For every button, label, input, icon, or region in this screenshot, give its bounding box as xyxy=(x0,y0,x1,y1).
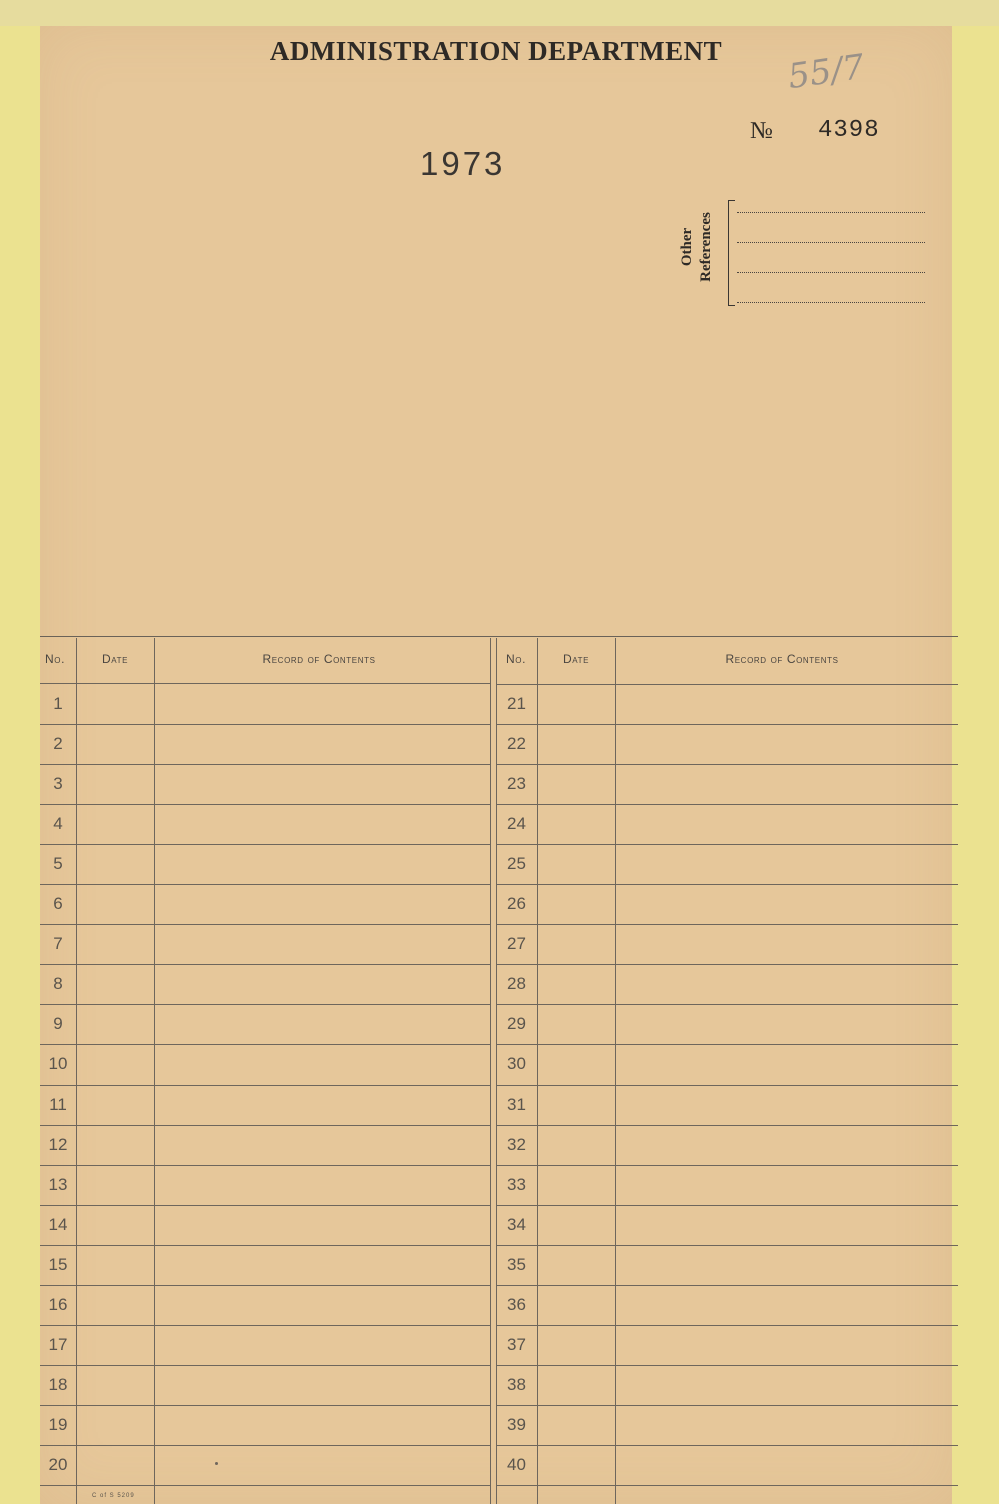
row-number: 17 xyxy=(48,1334,68,1354)
table-top-rule xyxy=(40,636,958,637)
date-cell[interactable] xyxy=(537,1285,615,1325)
row-number: 8 xyxy=(53,974,63,994)
other-references-line2: References xyxy=(698,212,714,282)
record-cell[interactable] xyxy=(154,1044,490,1084)
row-number: 7 xyxy=(53,934,63,954)
date-cell[interactable] xyxy=(537,1445,615,1485)
date-cell[interactable] xyxy=(76,1285,154,1325)
record-cell[interactable] xyxy=(154,884,490,924)
row-number: 5 xyxy=(53,854,63,874)
record-cell[interactable] xyxy=(615,1125,958,1165)
date-cell[interactable] xyxy=(76,1245,154,1285)
date-cell[interactable] xyxy=(76,924,154,964)
date-cell[interactable] xyxy=(537,1165,615,1205)
date-cell[interactable] xyxy=(537,724,615,764)
department-title: ADMINISTRATION DEPARTMENT xyxy=(269,36,723,66)
record-cell[interactable] xyxy=(615,1325,958,1365)
date-cell[interactable] xyxy=(537,804,615,844)
row-number: 25 xyxy=(507,854,526,874)
date-cell[interactable] xyxy=(537,1125,615,1165)
row-number: 14 xyxy=(48,1214,68,1234)
date-cell[interactable] xyxy=(537,1044,615,1084)
ink-dot xyxy=(215,1462,218,1465)
row-number: 31 xyxy=(507,1094,526,1114)
row-number: 13 xyxy=(48,1174,68,1194)
record-cell[interactable] xyxy=(615,1085,958,1125)
row-number: 18 xyxy=(48,1374,68,1394)
record-cell[interactable] xyxy=(615,1245,958,1285)
row-number: 38 xyxy=(507,1374,526,1394)
date-cell[interactable] xyxy=(76,764,154,804)
record-cell[interactable] xyxy=(615,724,958,764)
record-cell[interactable] xyxy=(154,1405,490,1445)
row-number: 22 xyxy=(507,734,526,754)
other-references-label xyxy=(678,192,716,302)
row-number: 29 xyxy=(507,1014,526,1034)
record-cell[interactable] xyxy=(154,924,490,964)
date-cell[interactable] xyxy=(76,1405,154,1445)
date-cell[interactable] xyxy=(76,1004,154,1044)
reference-line-3[interactable] xyxy=(737,272,925,273)
date-cell[interactable] xyxy=(537,884,615,924)
date-cell[interactable] xyxy=(76,1085,154,1125)
date-cell[interactable] xyxy=(76,804,154,844)
record-cell[interactable] xyxy=(615,684,958,724)
right-header-record: Record of Contents xyxy=(725,652,839,666)
row-number: 11 xyxy=(49,1094,67,1114)
date-cell[interactable] xyxy=(76,724,154,764)
left-header-no: No. xyxy=(44,652,66,666)
date-cell[interactable] xyxy=(537,1245,615,1285)
record-cell[interactable] xyxy=(615,1365,958,1405)
table-row-rule xyxy=(40,1485,490,1486)
date-cell[interactable] xyxy=(76,1165,154,1205)
record-cell[interactable] xyxy=(154,1205,490,1245)
record-cell[interactable] xyxy=(154,1004,490,1044)
date-cell[interactable] xyxy=(537,924,615,964)
left-record-table xyxy=(40,638,490,1504)
record-cell[interactable] xyxy=(615,884,958,924)
record-cell[interactable] xyxy=(154,1245,490,1285)
row-number: 26 xyxy=(507,894,526,914)
date-cell[interactable] xyxy=(537,764,615,804)
record-cell[interactable] xyxy=(615,1044,958,1084)
row-number: 3 xyxy=(53,774,63,794)
print-code: C of S 5209 xyxy=(92,1493,135,1499)
record-cell[interactable] xyxy=(615,764,958,804)
row-number: 4 xyxy=(53,814,63,834)
row-number: 36 xyxy=(507,1294,526,1314)
row-number: 28 xyxy=(507,974,526,994)
year: 1973 xyxy=(420,145,506,182)
row-number: 24 xyxy=(507,814,526,834)
right-header-no: No. xyxy=(505,652,527,666)
record-cell[interactable] xyxy=(615,924,958,964)
record-cell[interactable] xyxy=(154,1165,490,1205)
date-cell[interactable] xyxy=(537,1004,615,1044)
date-cell[interactable] xyxy=(76,1044,154,1084)
date-cell[interactable] xyxy=(537,684,615,724)
row-number: 27 xyxy=(507,934,526,954)
row-number: 15 xyxy=(48,1254,68,1274)
date-cell[interactable] xyxy=(537,964,615,1004)
handwritten-reference: 55/7 xyxy=(785,46,867,98)
row-number: 10 xyxy=(48,1054,68,1074)
row-number: 40 xyxy=(507,1454,526,1474)
row-number: 33 xyxy=(507,1174,526,1194)
row-number: 21 xyxy=(507,694,526,713)
date-cell[interactable] xyxy=(537,1405,615,1445)
record-cell[interactable] xyxy=(615,844,958,884)
record-cell[interactable] xyxy=(154,1285,490,1325)
record-cell[interactable] xyxy=(154,804,490,844)
row-number: 19 xyxy=(48,1414,68,1434)
paper-edge-top xyxy=(0,0,999,26)
reference-line-2[interactable] xyxy=(737,242,925,243)
record-cell[interactable] xyxy=(615,1004,958,1044)
row-number: 2 xyxy=(53,734,63,754)
record-cell[interactable] xyxy=(615,1205,958,1245)
date-cell[interactable] xyxy=(76,1365,154,1405)
record-cell[interactable] xyxy=(615,1165,958,1205)
row-number: 37 xyxy=(507,1334,526,1354)
left-col-divider-3 xyxy=(490,638,491,1504)
row-number: 32 xyxy=(507,1134,526,1154)
date-cell[interactable] xyxy=(537,1205,615,1245)
date-cell[interactable] xyxy=(76,1325,154,1365)
date-cell[interactable] xyxy=(76,964,154,1004)
date-cell[interactable] xyxy=(76,1125,154,1165)
reference-line-1[interactable] xyxy=(737,212,925,213)
date-cell[interactable] xyxy=(76,684,154,724)
record-cell[interactable] xyxy=(615,964,958,1004)
paper-edge-left xyxy=(0,26,40,1504)
file-number: 4398 xyxy=(818,117,880,144)
record-cell[interactable] xyxy=(154,1325,490,1365)
record-cell[interactable] xyxy=(154,764,490,804)
row-number: 35 xyxy=(507,1254,526,1274)
record-cell[interactable] xyxy=(154,964,490,1004)
record-cell[interactable] xyxy=(154,1445,490,1485)
date-cell[interactable] xyxy=(76,1445,154,1485)
paper-edge-right xyxy=(952,26,999,1504)
row-number: 39 xyxy=(507,1414,526,1434)
other-references-line1: Other xyxy=(679,227,695,267)
row-number: 30 xyxy=(507,1054,526,1074)
row-number: 6 xyxy=(53,894,63,914)
record-cell[interactable] xyxy=(615,1445,958,1485)
record-cell[interactable] xyxy=(154,724,490,764)
right-header-date: Date xyxy=(562,652,590,666)
date-cell[interactable] xyxy=(76,884,154,924)
date-cell[interactable] xyxy=(537,1325,615,1365)
file-number-label: № xyxy=(750,118,773,144)
row-number: 16 xyxy=(48,1294,68,1314)
references-brace xyxy=(728,200,735,306)
left-header-date: Date xyxy=(101,652,129,666)
left-header-record: Record of Contents xyxy=(262,652,376,666)
row-number: 34 xyxy=(507,1214,526,1234)
record-cell[interactable] xyxy=(154,684,490,724)
row-number: 23 xyxy=(507,774,526,794)
record-cell[interactable] xyxy=(154,844,490,884)
row-number: 20 xyxy=(48,1454,68,1474)
right-record-table xyxy=(496,638,958,1504)
table-row-rule xyxy=(496,1485,958,1486)
date-cell[interactable] xyxy=(537,844,615,884)
record-cell[interactable] xyxy=(154,1125,490,1165)
date-cell[interactable] xyxy=(76,1205,154,1245)
reference-line-4[interactable] xyxy=(737,302,925,303)
date-cell[interactable] xyxy=(537,1365,615,1405)
date-cell[interactable] xyxy=(76,844,154,884)
row-number: 9 xyxy=(53,1014,63,1034)
record-cell[interactable] xyxy=(615,1405,958,1445)
row-number: 12 xyxy=(48,1134,68,1154)
record-cell[interactable] xyxy=(615,1285,958,1325)
record-cell[interactable] xyxy=(154,1365,490,1405)
date-cell[interactable] xyxy=(537,1085,615,1125)
record-cell[interactable] xyxy=(615,804,958,844)
row-number: 1 xyxy=(53,694,63,713)
record-cell[interactable] xyxy=(154,1085,490,1125)
